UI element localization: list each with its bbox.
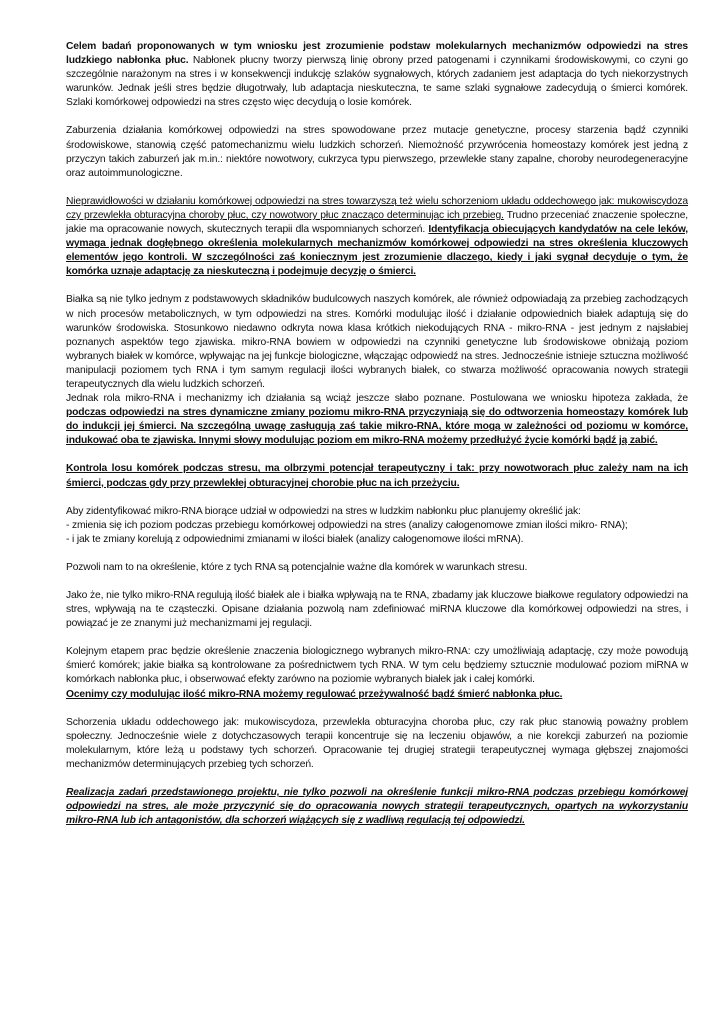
paragraph-define: Pozwoli nam to na określenie, które z tych RNA są potencjalnie ważne dla komórek w warunkach stresu. [66,561,528,573]
paragraph-diseases: Schorzenia układu oddechowego jak: mukowiscydoza, przewlekła obturacyjna choroba płuc, czy rak płuc stanowią poważny problem społeczny. Jednocześnie wiele z dotychczasowych terapii koncentruje się na leczeniu objawów, a nie korekcji zaburzeń na poziomie molekularnym, które leżą u podstawy tych schorzeń. Opracowanie tej drugiej strategii terapeutycznej wymaga głębszej znajomości mechanizmów determinujących przebieg tych schorzeń. [66,716,688,770]
document-page [66,40,688,842]
plan-item-2: - i jak te zmiany korelują z odpowiednimi zmianami w ilości białek (analizy całogenomowe ilości mRNA). [66,533,524,545]
paragraph-plan [66,505,688,547]
hypothesis-bold: podczas odpowiedzi na stres dynamiczne zmiany poziomu mikro-RNA przyczyniają się do odtworzenia homeostazy komórek lub do indukcji jej śmierci. Na szczególną uwagę zasługują zaś takie mikro-RNA, które mogą w zależności od poziomu w komórce, indukować oba te zjawiska. Innymi słowy modulując poziom em mikro-RNA możemy przedłużyć życie komórki bądź ją zabić. [66,407,688,447]
hypothesis-intro: Jednak rola mikro-RNA i mechanizmy ich działania są wciąż jeszcze słabo poznane. Postulowana we wniosku hipoteza zakłada, że [66,393,688,405]
respiratory-underlined: Nieprawidłowości w działaniu komórkowej odpowiedzi na stres towarzyszą też wielu schorzeniom układu oddechowego jak: mukowiscydoza czy przewlekła obturacyjna choroby płuc, czy nowotwory płuc znacząco determinując ich przebieg. [66,195,688,221]
plan-intro: Aby zidentyfikować mikro-RNA biorące udział w odpowiedzi na stres w ludzkim nabłonku płuc planujemy określić jak: [66,505,581,517]
control-bold: Kontrola losu komórek podczas stresu, ma olbrzymi potencjał terapeutyczny i tak: przy nowotworach płuc zależy nam na ich śmierci, podczas gdy przy przewlekłej obturacyjnej chorobie płuc na ich przeżyciu. [66,463,688,489]
paragraph-respiratory [66,195,688,280]
paragraph-proteins: Białka są nie tylko jednym z podstawowych składników budulcowych naszych komórek, ale również odpowiadają za przebieg zachodzących w nich procesów metabolicznych, w tym odpowiedzi na stres. Komórki modulując ilość i działanie odpowiednich białek adaptują się do warunków środowiska. Stosunkowo niedawno odkryta nowa klasa krótkich niekodujących RNA - mikro-RNA - jest jednym z najsłabiej poznanych aspektów tego zjawiska. mikro-RNA bowiem w odpowiedzi na czynniki genetyczne lub środowiskowe obniżają poziom wybranych białek w komórce, wpływając na jej funkcje biologiczne, włączając odpowiedź na stres. Jednocześnie istnieje sztuczna możliwość manipulacji poziomem tych RNA i tym samym regulacji ilości wybranych białek, co stwarza możliwość opracowania nowych strategii terapeutycznych dla wielu ludzkich schorzeń. [66,294,688,390]
plan-item-1: - zmienia się ich poziom podczas przebiegu komórkowej odpowiedzi na stres (analizy całogenomowe zmian ilości mikro- RNA); [66,519,628,531]
paragraph-next-stage: Kolejnym etapem prac będzie określenie znaczenia biologicznego wybranych mikro-RNA: czy umożliwiają adaptację, czy może powodują śmierć komórek; jakie białka są kontrolowane za pośrednictwem tych RNA. W tym celu będziemy sztucznie modulować poziom miRNA w komórkach nabłonka płuc, i obserwować efekty zarówno na poziomie wybranych białek jak i całej komórki. [66,646,688,686]
conclusion-bold-italic: Realizacja zadań przedstawionego projektu, nie tylko pozwoli na określenie funkcji mikro-RNA podczas przebiegu komórkowej odpowiedzi na stres, ale może przyczynić się do opracowania nowych strategii terapeutycznych, opartych na wykorzystaniu mikro-RNA lub ich antagonistów, dla schorzeń wiążących się z wadliwą regulacją tej odpowiedzi. [66,787,688,827]
paragraph-hypothesis [66,392,688,448]
paragraph-regulators: Jako że, nie tylko mikro-RNA regulują ilość białek ale i białka wpływają na te RNA, zbadamy jak kluczowe białkowe regulatory odpowiedzi na stres, wpływają na te cząsteczki. Opisane działania pozwolą nam zdefiniować miRNA kluczowe dla komórkowej odpowiedzi na stres, i powiązać je ze znanymi już mechanizmami jej regulacji. [66,590,688,630]
aim-statement: Celem badań proponowanych w tym wniosku jest zrozumienie podstaw molekularnych mechanizmów odpowiedzi na stres ludzkiego nabłonka płuc. [66,41,688,67]
paragraph-control [66,462,688,490]
respiratory-body: Trudno przeceniać znaczenie społeczne, jakie ma opracowanie nowych, skutecznych terapii dla wspomnianych schorzeń. [66,209,688,236]
paragraph-conclusion [66,786,688,828]
respiratory-bold: Identyfikacja obiecujących kandydatów na cele leków, wymaga jednak dogłębnego określenia molekularnych mechanizmów komórkowej odpowiedzi na stres określenia kluczowych elementów jego kontroli. W szczególności zaś koniecznym jest zrozumienie dlaczego, kiedy i jaki sygnał decyduje o tym, że komórka uznaje adaptację za nieskuteczną i podejmuje decyzję o śmierci. [66,224,689,278]
paragraph-aim [66,40,688,110]
paragraph-evaluate [66,688,688,702]
aim-body: Nabłonek płucny tworzy pierwszą linię obrony przed patogenami i czynnikami środowiskowymi, co czyni go szczególnie narażonym na stres i w konsekwencji indukcję szlaków sygnałowych, których zadaniem jest adaptacja do tych niekorzystnych warunków. Jednak jeśli stres będzie długotrwały, lub adaptacja nieskuteczna, te same szlaki sygnałowe zadecydują o śmierci komórek. Szlaki komórkowej odpowiedzi na stres często więc decydują o losie komórek. [66,55,688,109]
evaluate-bold: Ocenimy czy modulując ilość mikro-RNA możemy regulować przeżywalność bądź śmierć nabłonka płuc. [66,688,563,700]
paragraph-disorders: Zaburzenia działania komórkowej odpowiedzi na stres spowodowane przez mutacje genetyczne, procesy starzenia bądź czynniki środowiskowe, stanowią część patomechanizmu wielu ludzkich schorzeń. Niemożność przywrócenia homeostazy komórek jest jedną z przyczyn takich zaburzeń jak m.in.: niektóre nowotwory, cukrzyca typu pierwszego, przewlekłe stany zapalne, choroby neurodegeneracyjne oraz autoimmunologiczne. [66,125,688,179]
